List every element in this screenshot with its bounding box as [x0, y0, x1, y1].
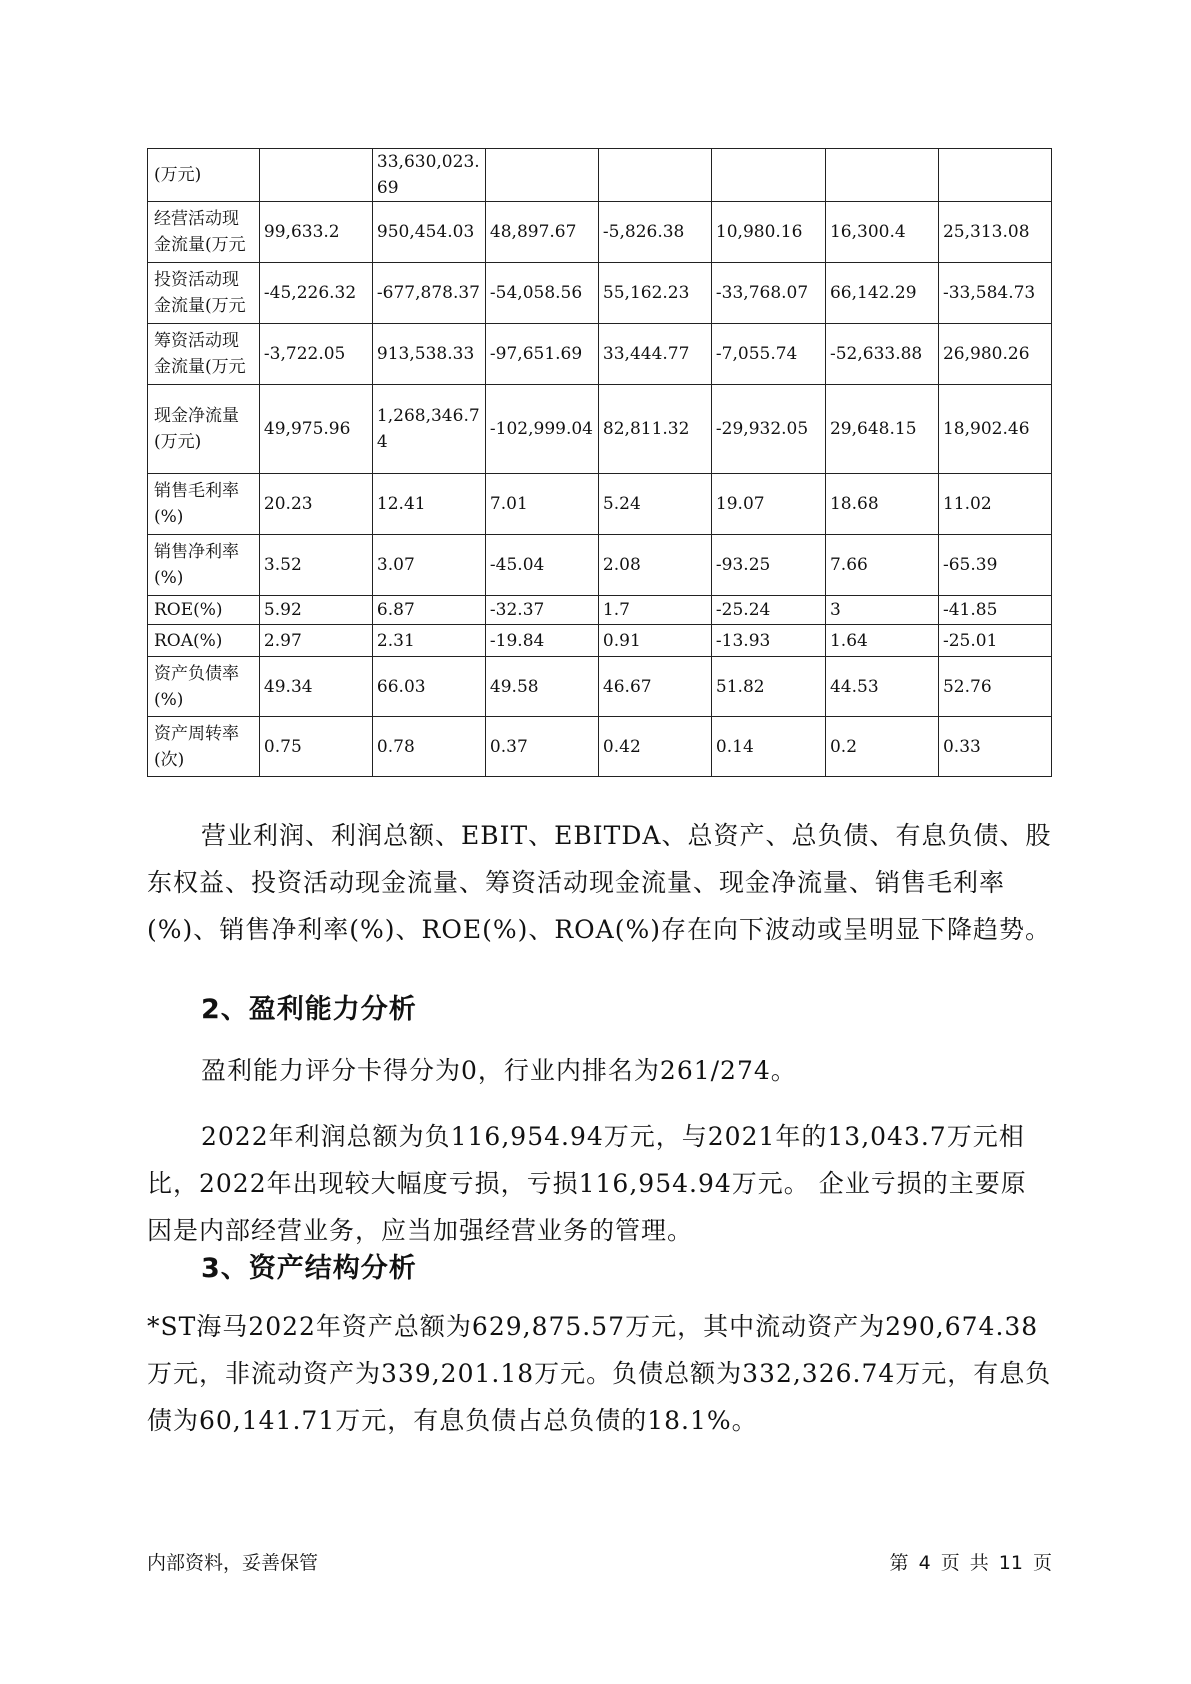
table-cell: 33,630,023.69 [372, 149, 485, 202]
table-cell: 51.82 [711, 657, 825, 717]
row-label: 销售毛利率(%) [148, 474, 260, 535]
table-cell: 0.2 [825, 717, 938, 777]
table-cell [598, 149, 711, 202]
table-row [148, 385, 1052, 474]
table-cell: 0.78 [372, 717, 485, 777]
table-row [148, 202, 1052, 263]
table-cell: 0.75 [259, 717, 372, 777]
table-cell: -45,226.32 [259, 263, 372, 324]
row-label: 投资活动现金流量(万元 [148, 263, 260, 324]
table-cell: -52,633.88 [825, 324, 938, 385]
table-cell: 1.64 [825, 625, 938, 657]
table-row [148, 324, 1052, 385]
table-cell: 10,980.16 [711, 202, 825, 263]
table-cell: 20.23 [259, 474, 372, 535]
row-label: 现金净流量(万元) [148, 385, 260, 474]
footer-confidential-note: 内部资料，妥善保管 [147, 1552, 319, 1574]
table-row [148, 596, 1052, 625]
section-heading-asset-structure: 3、资产结构分析 [201, 1253, 417, 1284]
table-row [148, 535, 1052, 596]
table-cell: -29,932.05 [711, 385, 825, 474]
table-cell: 0.91 [598, 625, 711, 657]
section-heading-profitability: 2、盈利能力分析 [201, 994, 417, 1025]
table-cell: 5.92 [259, 596, 372, 625]
table-cell: 82,811.32 [598, 385, 711, 474]
table-cell: 55,162.23 [598, 263, 711, 324]
table-cell: 913,538.33 [372, 324, 485, 385]
summary-paragraph: 营业利润、利润总额、EBIT、EBITDA、总资产、总负债、有息负债、股东权益、投资活动现金流量、筹资活动现金流量、现金净流量、销售毛利率(%)、销售净利率(%)、ROE(%)、ROA(%)存在向下波动或呈明显下降趋势。 [147, 821, 1052, 944]
row-label: 筹资活动现金流量(万元 [148, 324, 260, 385]
table-cell: 2.31 [372, 625, 485, 657]
table-cell: 0.33 [938, 717, 1051, 777]
footer-page-number: 第 4 页 共 11 页 [889, 1552, 1052, 1574]
table-cell: 7.01 [485, 474, 598, 535]
table-cell [259, 149, 372, 202]
table-cell: -93.25 [711, 535, 825, 596]
table-cell: -41.85 [938, 596, 1051, 625]
table-row [148, 717, 1052, 777]
table-row [148, 149, 1052, 202]
table-cell: 1.7 [598, 596, 711, 625]
table-cell: -25.24 [711, 596, 825, 625]
table-cell: 26,980.26 [938, 324, 1051, 385]
table-cell: -97,651.69 [485, 324, 598, 385]
table-cell: -5,826.38 [598, 202, 711, 263]
table-cell: 46.67 [598, 657, 711, 717]
row-label: 经营活动现金流量(万元 [148, 202, 260, 263]
table-cell: 66.03 [372, 657, 485, 717]
table-cell: -33,584.73 [938, 263, 1051, 324]
table-cell: 3 [825, 596, 938, 625]
profitability-score-text: 盈利能力评分卡得分为0，行业内排名为261/274。 [201, 1056, 797, 1085]
row-label: ROE(%) [148, 596, 260, 625]
table-cell: 18,902.46 [938, 385, 1051, 474]
table-cell: 49,975.96 [259, 385, 372, 474]
table-cell: 49.34 [259, 657, 372, 717]
table-cell [485, 149, 598, 202]
table-cell [825, 149, 938, 202]
table-cell: -7,055.74 [711, 324, 825, 385]
table-cell: 48,897.67 [485, 202, 598, 263]
table-cell: 99,633.2 [259, 202, 372, 263]
table-cell: 19.07 [711, 474, 825, 535]
table-cell: -32.37 [485, 596, 598, 625]
table-cell: 3.52 [259, 535, 372, 596]
asset-structure-text: *ST海马2022年资产总额为629,875.57万元，其中流动资产为290,674.38万元，非流动资产为339,201.18万元。负债总额为332,326.74万元，有息负债为60,141.71万元，有息负债占总负债的18.1%。 [147, 1312, 1052, 1435]
table-cell: -13.93 [711, 625, 825, 657]
row-label: ROA(%) [148, 625, 260, 657]
table-cell: 0.37 [485, 717, 598, 777]
table-cell: 0.42 [598, 717, 711, 777]
table-cell: 2.08 [598, 535, 711, 596]
table-cell: -45.04 [485, 535, 598, 596]
table-cell: -54,058.56 [485, 263, 598, 324]
table-cell: 33,444.77 [598, 324, 711, 385]
table-row [148, 625, 1052, 657]
table-cell: 6.87 [372, 596, 485, 625]
table-cell: 7.66 [825, 535, 938, 596]
table-cell: 18.68 [825, 474, 938, 535]
table-row [148, 263, 1052, 324]
row-label: (万元) [148, 149, 260, 202]
table-cell: 1,268,346.74 [372, 385, 485, 474]
table-cell: 11.02 [938, 474, 1051, 535]
table-cell: 49.58 [485, 657, 598, 717]
table-row [148, 474, 1052, 535]
row-label: 资产周转率(次) [148, 717, 260, 777]
table-cell: 0.14 [711, 717, 825, 777]
table-cell: 12.41 [372, 474, 485, 535]
table-cell: 16,300.4 [825, 202, 938, 263]
table-cell: 66,142.29 [825, 263, 938, 324]
table-cell: 44.53 [825, 657, 938, 717]
table-row [148, 657, 1052, 717]
table-cell: -65.39 [938, 535, 1051, 596]
table-cell: 52.76 [938, 657, 1051, 717]
financial-metrics-table [147, 148, 1052, 777]
table-cell: 5.24 [598, 474, 711, 535]
table-cell: -677,878.37 [372, 263, 485, 324]
table-cell [711, 149, 825, 202]
table-cell: 3.07 [372, 535, 485, 596]
table-cell: -3,722.05 [259, 324, 372, 385]
profit-analysis-text: 2022年利润总额为负116,954.94万元，与2021年的13,043.7万元相比，2022年出现较大幅度亏损，亏损116,954.94万元。 企业亏损的主要原因是内部经营业务，应当加强经营业务的管理。 [147, 1122, 1027, 1245]
table-cell: -102,999.04 [485, 385, 598, 474]
table-cell: -19.84 [485, 625, 598, 657]
table-cell: 2.97 [259, 625, 372, 657]
table-cell [938, 149, 1051, 202]
table-cell: -25.01 [938, 625, 1051, 657]
table-cell: -33,768.07 [711, 263, 825, 324]
table-cell: 950,454.03 [372, 202, 485, 263]
table-cell: 25,313.08 [938, 202, 1051, 263]
row-label: 销售净利率(%) [148, 535, 260, 596]
row-label: 资产负债率(%) [148, 657, 260, 717]
table-cell: 29,648.15 [825, 385, 938, 474]
